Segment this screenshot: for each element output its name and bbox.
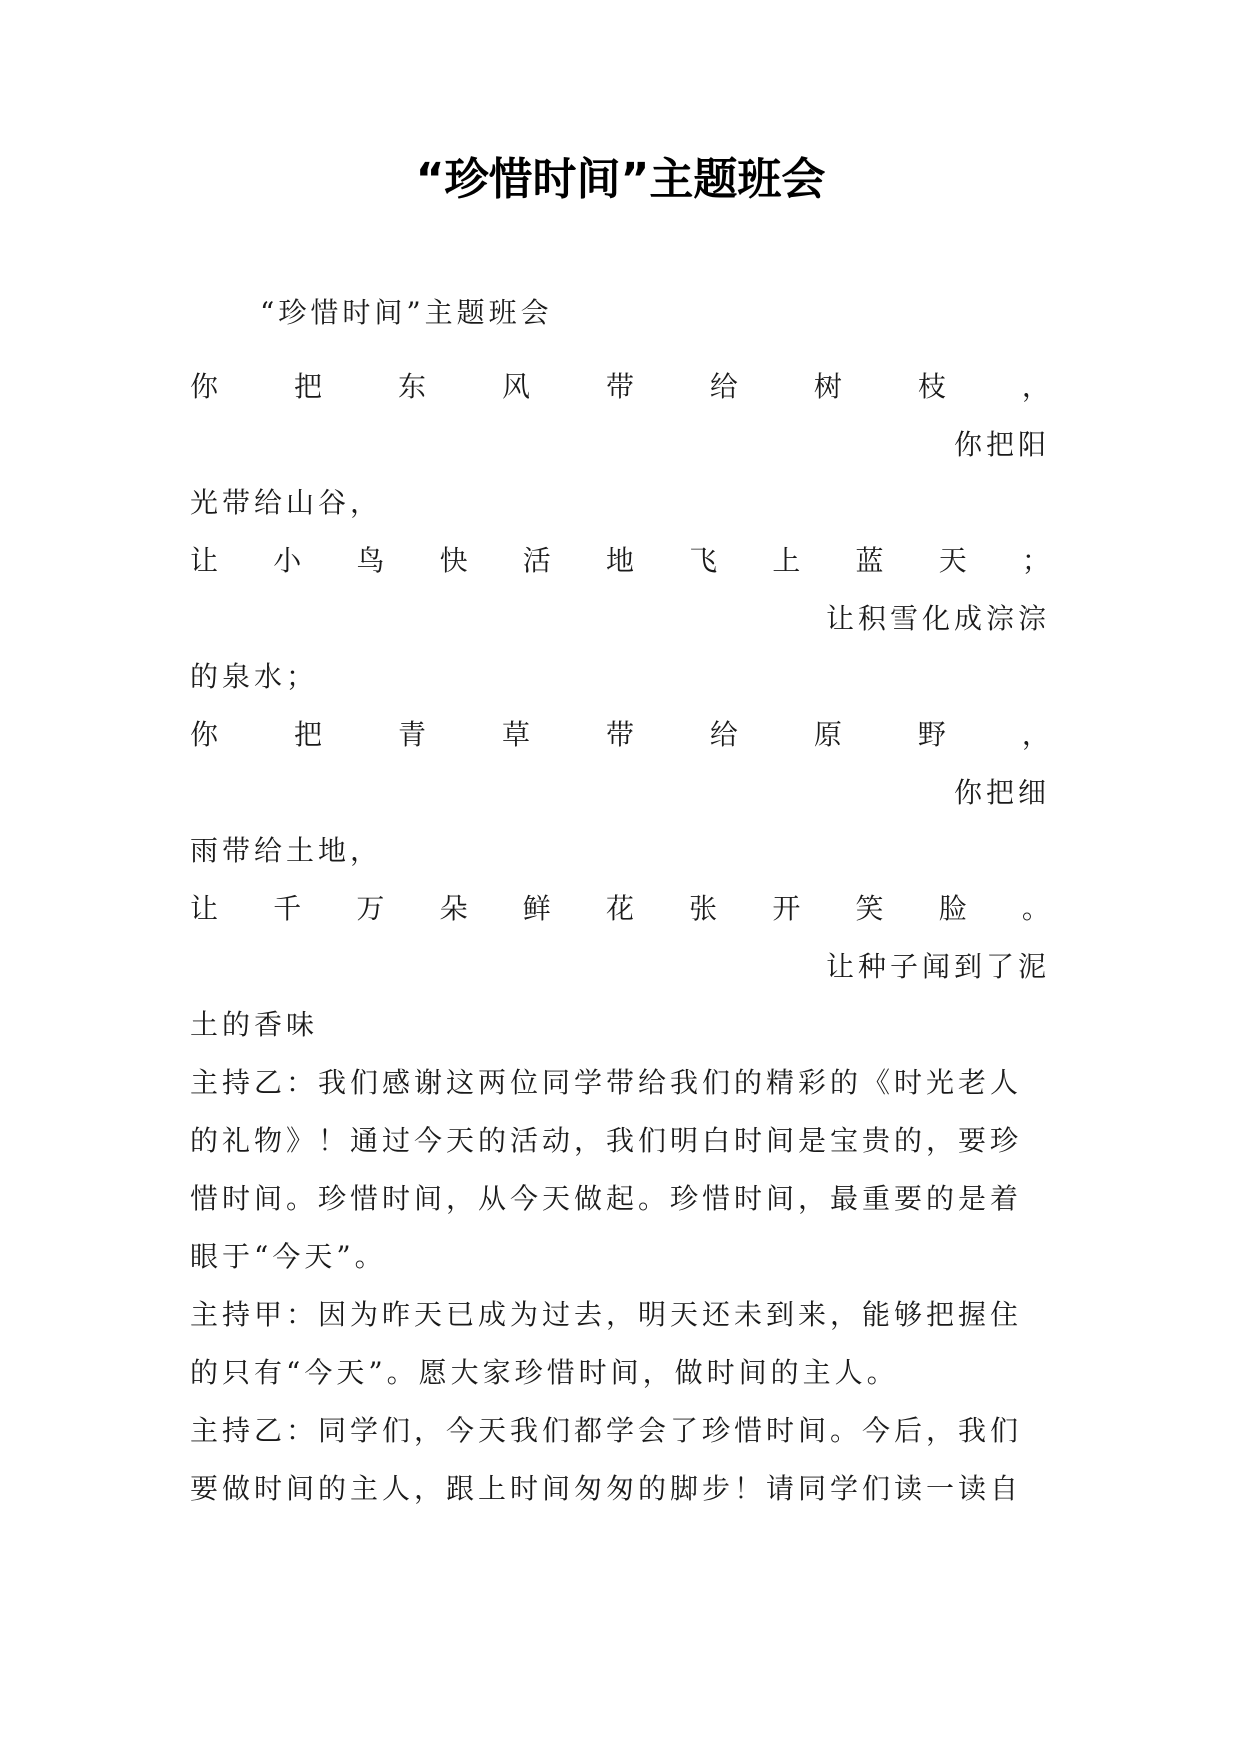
paragraph-line: 主持甲：因为昨天已成为过去，明天还未到来，能够把握住 [190,1298,1023,1331]
poem-char: 把 [293,370,322,403]
poem-char: 让 [190,544,219,577]
poem-char: 脸 [938,892,967,925]
poem-char: 你 [190,370,219,403]
paragraph-line: 的礼物》！通过今天的活动，我们明白时间是宝贵的，要珍 [190,1124,1023,1157]
poem-line-3-cont: 雨带给土地， [190,834,383,867]
poem-line-4-cont: 土的香味 [190,1008,319,1041]
document-subtitle: “珍惜时间”主题班会 [260,296,553,329]
poem-char: 给 [709,370,738,403]
poem-char: ， [1021,370,1050,403]
poem-char: 小 [273,544,302,577]
poem-char: ； [1021,544,1050,577]
paragraph-line: 眼于“今天”。 [190,1240,387,1273]
paragraph-line: 的只有“今天”。愿大家珍惜时间，做时间的主人。 [190,1356,899,1389]
poem-char: ， [1021,718,1050,751]
poem-char: 快 [439,544,468,577]
poem-char: 树 [813,370,842,403]
poem-line-1-right: 你把阳 [953,428,1050,461]
poem-char: 风 [501,370,530,403]
poem-char: 枝 [917,370,946,403]
poem-line-2-cont: 的泉水； [190,660,319,693]
poem-char: 万 [356,892,385,925]
poem-char: 原 [813,718,842,751]
poem-char: 活 [522,544,551,577]
poem-char: 花 [605,892,634,925]
poem-char: 草 [501,718,530,751]
poem-char: 鸟 [356,544,385,577]
document-title: “珍惜时间”主题班会 [415,154,826,205]
poem-char: 让 [190,892,219,925]
poem-char: 把 [293,718,322,751]
poem-char: 东 [397,370,426,403]
paragraph-line: 要做时间的主人，跟上时间匆匆的脚步！请同学们读一读自 [190,1472,1023,1505]
poem-char: 野 [917,718,946,751]
poem-line-4-right: 让种子闻到了泥 [825,950,1050,983]
poem-line-4 [190,880,1050,938]
poem-char: 朵 [439,892,468,925]
poem-char: 开 [772,892,801,925]
poem-line-1 [190,358,1050,416]
poem-char: 上 [772,544,801,577]
poem-char: 天 [938,544,967,577]
paragraph-line: 惜时间。珍惜时间，从今天做起。珍惜时间，最重要的是着 [190,1182,1023,1215]
poem-char: 笑 [855,892,884,925]
poem-char: 千 [273,892,302,925]
poem-char: 给 [709,718,738,751]
poem-line-1-cont: 光带给山谷， [190,486,383,519]
paragraph-line: 主持乙：我们感谢这两位同学带给我们的精彩的《时光老人 [190,1066,1023,1099]
poem-char: 带 [605,718,634,751]
poem-line-3-right: 你把细 [953,776,1050,809]
poem-char: 青 [397,718,426,751]
poem-char: 你 [190,718,219,751]
poem-char: 蓝 [855,544,884,577]
poem-line-3 [190,706,1050,764]
poem-char: 地 [605,544,634,577]
paragraph-line: 主持乙：同学们，今天我们都学会了珍惜时间。今后，我们 [190,1414,1023,1447]
poem-char: 张 [689,892,718,925]
poem-char: 鲜 [522,892,551,925]
poem-char: 。 [1021,892,1050,925]
poem-line-2-right: 让积雪化成淙淙 [825,602,1050,635]
poem-line-2 [190,532,1050,590]
poem-char: 带 [605,370,634,403]
poem-char: 飞 [689,544,718,577]
